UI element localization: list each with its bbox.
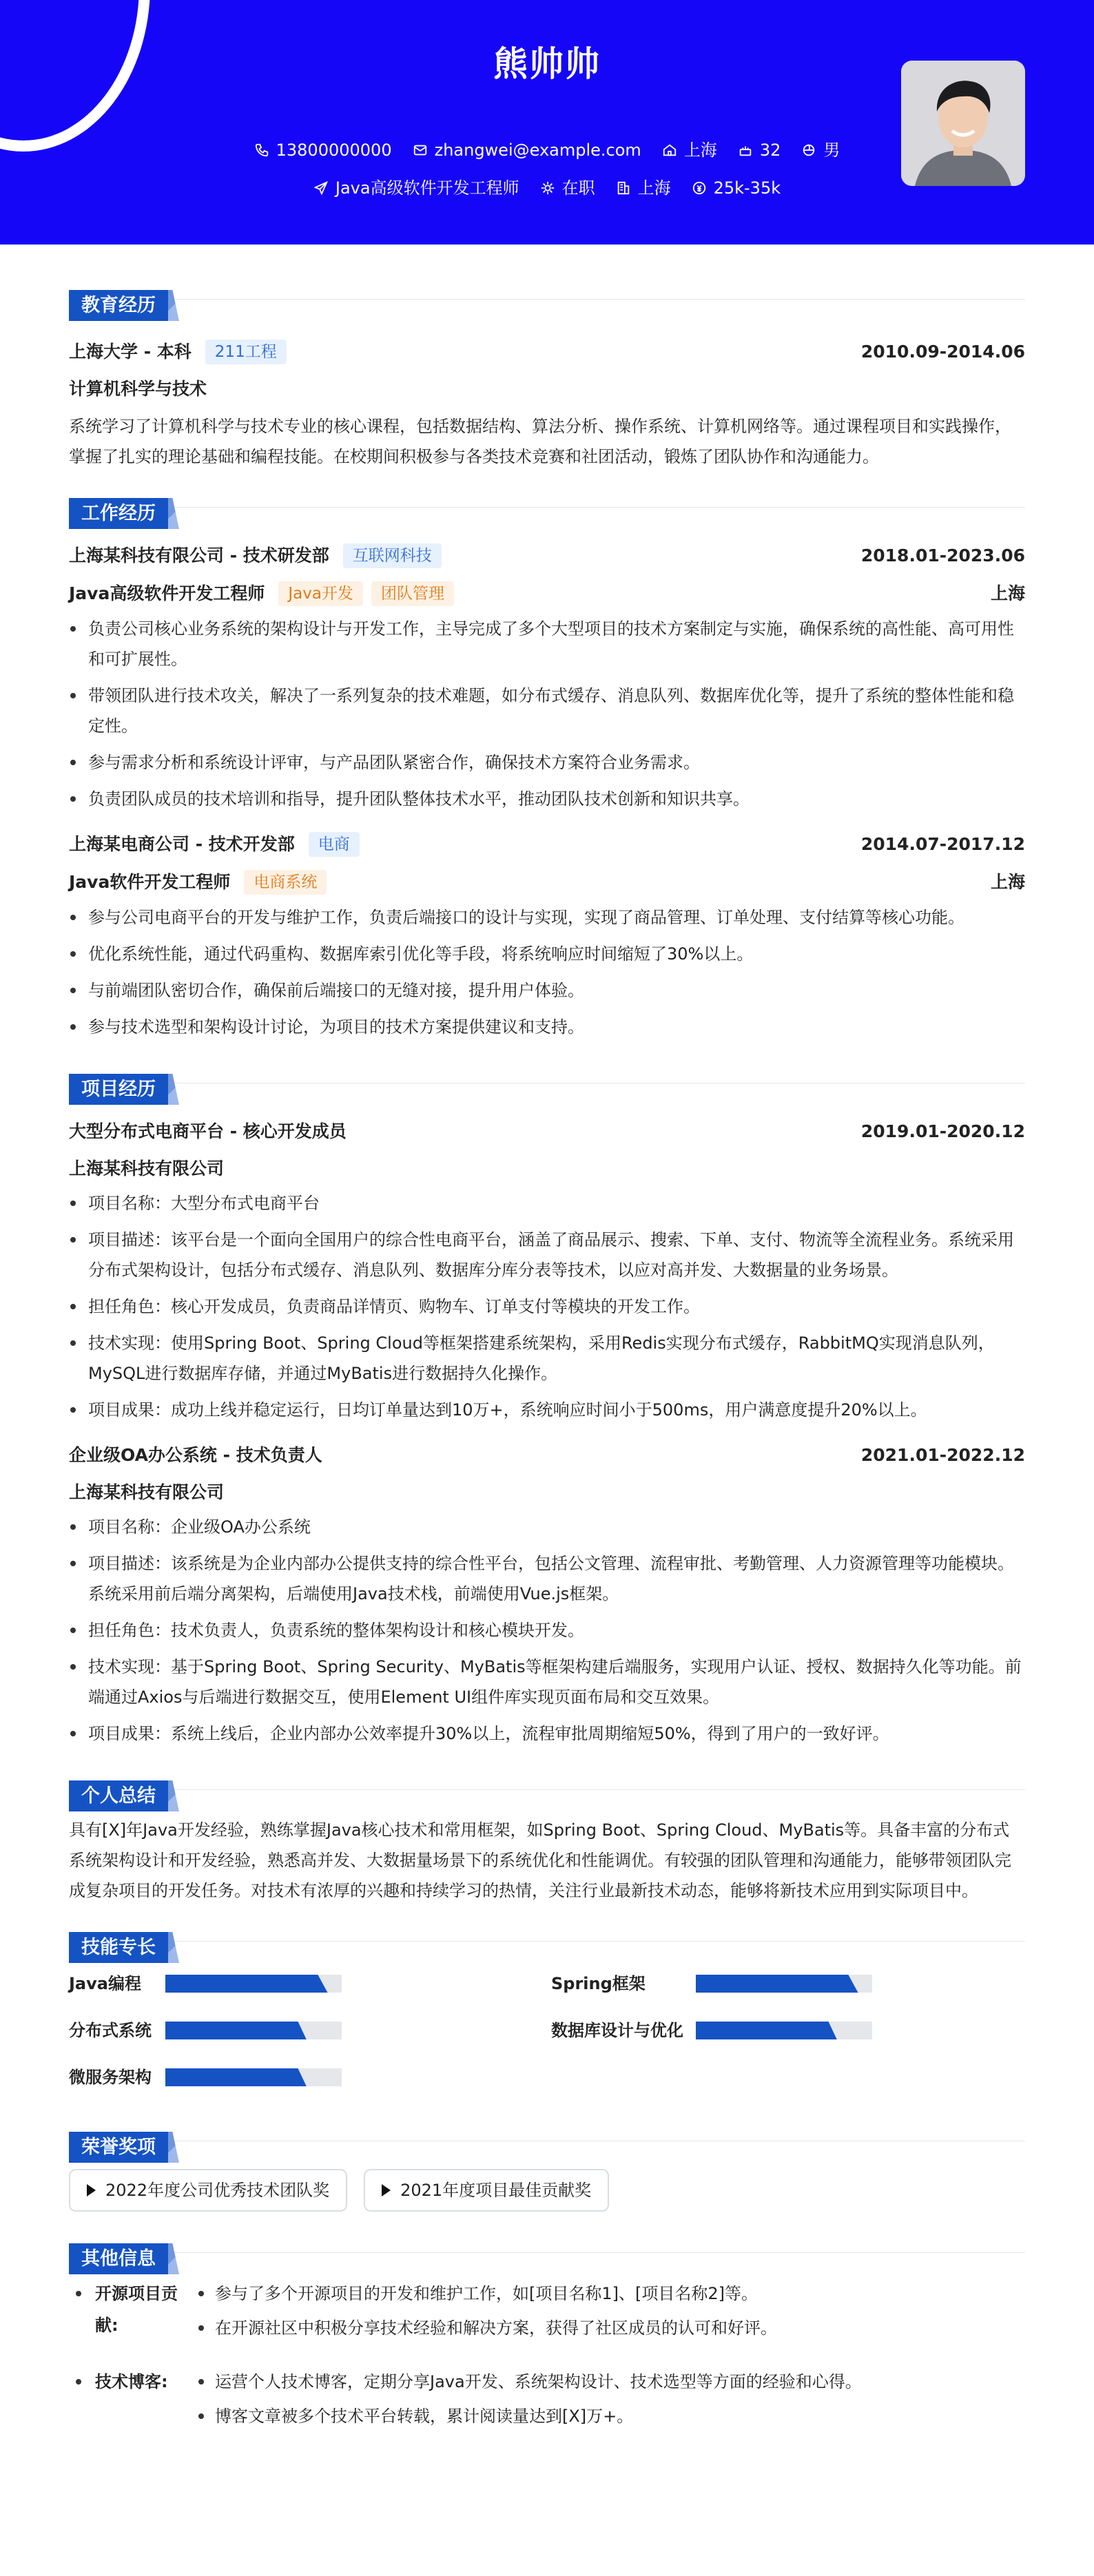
school-badge: 211工程 bbox=[205, 340, 287, 364]
list-item: 项目描述：该平台是一个面向全国用户的综合性电商平台，涵盖了商品展示、搜索、下单、支付、物流等全流程业务。系统采用分布式架构设计，包括分布式缓存、消息队列、数据库分库分表等技术，以应对高并发、大数据量的业务场景。 bbox=[69, 1225, 1025, 1285]
skill-bar bbox=[696, 2022, 872, 2039]
project-company: 上海某科技有限公司 bbox=[69, 1482, 225, 1502]
skill-item bbox=[69, 1972, 551, 1995]
honor-item bbox=[69, 2169, 347, 2212]
job-title: Java高级软件开发工程师 bbox=[335, 178, 519, 198]
school-name: 上海大学 - 本科 bbox=[69, 342, 192, 362]
section-title bbox=[69, 1907, 1025, 1958]
list-item: 与前端团队密切合作，确保前后端接口的无缝对接，提升用户体验。 bbox=[69, 975, 1025, 1006]
education-section bbox=[69, 265, 1025, 472]
list-item: 参与了多个开源项目的开发和维护工作，如[项目名称1]、[项目名称2]等。 bbox=[193, 2278, 777, 2309]
other-group-label: 技术博客: bbox=[69, 2366, 193, 2435]
skills-grid bbox=[69, 1972, 1025, 2089]
job-date: 2018.01-2023.06 bbox=[860, 546, 1025, 566]
gender-icon bbox=[801, 143, 816, 158]
other-title: 其他信息 bbox=[69, 2243, 168, 2274]
status-icon bbox=[540, 180, 555, 196]
job-title-item bbox=[313, 176, 519, 200]
skill-item bbox=[69, 2019, 551, 2042]
job-location: 上海 bbox=[990, 583, 1025, 604]
list-item: 参与公司电商平台的开发与维护工作，负责后端接口的设计与实现，实现了商品管理、订单处理、支付结算等核心功能。 bbox=[69, 902, 1025, 933]
projects-section bbox=[69, 1049, 1025, 1749]
honors-section bbox=[69, 2107, 1025, 2212]
salary-range: 25k-35k bbox=[713, 178, 781, 198]
job-entry-head bbox=[69, 538, 1025, 574]
list-item: 带领团队进行技术攻关，解决了一系列复杂的技术难题，如分布式缓存、消息队列、数据库优化等，提升了系统的整体性能和稳定性。 bbox=[69, 681, 1025, 741]
building-icon bbox=[616, 180, 631, 196]
honor-text: 2022年度公司优秀技术团队奖 bbox=[105, 2181, 330, 2200]
other-group bbox=[69, 2366, 1025, 2435]
resume-body bbox=[69, 245, 1025, 2435]
industry-badge: 电商 bbox=[309, 832, 360, 857]
project-name: 企业级OA办公系统 - 技术负责人 bbox=[69, 1445, 322, 1466]
gender-item bbox=[801, 138, 840, 163]
job-status: 在职 bbox=[561, 178, 595, 198]
skill-tag: 电商系统 bbox=[244, 870, 327, 895]
skill-item bbox=[69, 2066, 551, 2089]
other-group-label: 开源项目贡献: bbox=[69, 2278, 193, 2347]
project-bullets bbox=[69, 1188, 1025, 1425]
other-group-list bbox=[193, 2366, 862, 2435]
list-item: 项目成果：系统上线后，企业内部办公效率提升30%以上，流程审批周期缩短50%，得到了用户的一致好评。 bbox=[69, 1718, 1025, 1749]
summary-title: 个人总结 bbox=[69, 1780, 168, 1811]
honor-text: 2021年度项目最佳贡献奖 bbox=[400, 2181, 592, 2200]
section-title bbox=[69, 1756, 1025, 1807]
resume-header bbox=[0, 0, 1094, 245]
other-section bbox=[69, 2219, 1025, 2435]
list-item: 在开源社区中积极分享技术经验和解决方案，获得了社区成员的认可和好评。 bbox=[193, 2312, 777, 2344]
list-item: 优化系统性能，通过代码重构、数据库索引优化等手段，将系统响应时间缩短了30%以上。 bbox=[69, 939, 1025, 969]
section-title bbox=[69, 265, 1025, 316]
skill-bar-fill bbox=[696, 1975, 858, 1993]
job-bullets bbox=[69, 614, 1025, 814]
skill-bar-fill bbox=[696, 2022, 837, 2039]
job-role: Java高级软件开发工程师 bbox=[69, 583, 265, 604]
major: 计算机科学与技术 bbox=[69, 379, 207, 399]
triangle-icon bbox=[87, 2184, 96, 2196]
project-entry-head bbox=[69, 1114, 1025, 1150]
job-bullets bbox=[69, 902, 1025, 1042]
honors-title: 荣誉奖项 bbox=[69, 2132, 168, 2163]
other-group bbox=[69, 2278, 1025, 2347]
list-item: 担任角色：技术负责人，负责系统的整体架构设计和核心模块开发。 bbox=[69, 1615, 1025, 1645]
job-role-row bbox=[69, 574, 1025, 614]
triangle-icon bbox=[382, 2184, 391, 2196]
education-title: 教育经历 bbox=[69, 290, 168, 321]
project-bullets bbox=[69, 1512, 1025, 1749]
gender: 男 bbox=[823, 141, 840, 160]
section-title bbox=[69, 473, 1025, 524]
list-item: 项目名称：企业级OA办公系统 bbox=[69, 1512, 1025, 1542]
target-city: 上海 bbox=[637, 178, 671, 198]
list-item: 参与需求分析和系统设计评审，与产品团队紧密合作，确保技术方案符合业务需求。 bbox=[69, 747, 1025, 778]
phone-number: 13800000000 bbox=[276, 141, 392, 160]
skill-tag: 团队管理 bbox=[371, 581, 454, 606]
skill-name: 数据库设计与优化 bbox=[551, 2021, 683, 2040]
skill-name: 分布式系统 bbox=[69, 2021, 152, 2040]
hometown: 上海 bbox=[683, 141, 717, 160]
project-date: 2021.01-2022.12 bbox=[860, 1445, 1025, 1466]
hometown-item bbox=[662, 138, 717, 163]
skill-name: Spring框架 bbox=[551, 1974, 646, 1993]
job-date: 2014.07-2017.12 bbox=[860, 834, 1025, 855]
list-item: 博客文章被多个技术平台转载，累计阅读量达到[X]万+。 bbox=[193, 2400, 862, 2432]
list-item: 项目名称：大型分布式电商平台 bbox=[69, 1188, 1025, 1218]
skill-name: Java编程 bbox=[69, 1974, 141, 1993]
education-entry-head bbox=[69, 334, 1025, 370]
age-item bbox=[738, 138, 781, 163]
skill-bar-fill bbox=[165, 2022, 307, 2039]
projects-title: 项目经历 bbox=[69, 1074, 168, 1105]
skill-bar bbox=[696, 1975, 872, 1993]
list-item: 项目成果：成功上线并稳定运行，日均订单量达到10万+，系统响应时间小于500ms，用户满意度提升20%以上。 bbox=[69, 1395, 1025, 1425]
job-location: 上海 bbox=[990, 872, 1025, 893]
age-icon bbox=[738, 143, 753, 158]
work-section bbox=[69, 473, 1025, 1042]
company-name: 上海某电商公司 - 技术开发部 bbox=[69, 834, 295, 855]
education-description: 系统学习了计算机科学与技术专业的核心课程，包括数据结构、算法分析、操作系统、计算机网络等。通过课程项目和实践操作，掌握了扎实的理论基础和编程技能。在校期间积极参与各类技术竞赛和社团活动，锻炼了团队协作和沟通能力。 bbox=[69, 417, 1011, 466]
project-entry-head bbox=[69, 1437, 1025, 1473]
list-item: 负责公司核心业务系统的架构设计与开发工作，主导完成了多个大型项目的技术方案制定与实施，确保系统的高性能、高可用性和可扩展性。 bbox=[69, 614, 1025, 674]
job-role-row bbox=[69, 862, 1025, 902]
list-item: 技术实现：使用Spring Boot、Spring Cloud等框架搭建系统架构，采用Redis实现分布式缓存，RabbitMQ实现消息队列，MySQL进行数据库存储，并通过MyBatis进行数据持久化操作。 bbox=[69, 1328, 1025, 1389]
project-company: 上海某科技有限公司 bbox=[69, 1159, 225, 1178]
list-item: 技术实现：基于Spring Boot、Spring Security、MyBatis等框架构建后端服务，实现用户认证、授权、数据持久化等功能。前端通过Axios与后端进行数据交互，使用Element UI组件库实现页面布局和交互效果。 bbox=[69, 1652, 1025, 1712]
list-item: 担任角色：核心开发成员，负责商品详情页、购物车、订单支付等模块的开发工作。 bbox=[69, 1291, 1025, 1322]
status-item bbox=[540, 176, 595, 200]
industry-badge: 互联网科技 bbox=[343, 543, 442, 568]
skills-title: 技能专长 bbox=[69, 1932, 168, 1963]
mail-icon bbox=[413, 143, 428, 158]
summary-section bbox=[69, 1756, 1025, 1906]
work-title: 工作经历 bbox=[69, 498, 168, 529]
list-item: 运营个人技术博客，定期分享Java开发、系统架构设计、技术选型等方面的经验和心得。 bbox=[193, 2366, 862, 2398]
company-name: 上海某科技有限公司 - 技术研发部 bbox=[69, 546, 329, 566]
email-item bbox=[413, 138, 641, 163]
skill-tag: Java开发 bbox=[278, 581, 363, 606]
home-icon bbox=[662, 143, 677, 158]
list-item: 项目描述：该系统是为企业内部办公提供支持的综合性平台，包括公文管理、流程审批、考勤管理、人力资源管理等功能模块。系统采用前后端分离架构，后端使用Java技术栈，前端使用Vue.js框架。 bbox=[69, 1548, 1025, 1609]
skill-item bbox=[551, 2019, 1025, 2042]
summary-text: 具有[X]年Java开发经验，熟练掌握Java核心技术和常用框架，如Spring Boot、Spring Cloud、MyBatis等。具备丰富的分布式系统架构设计和开发经验，熟悉高并发、大数据量场景下的系统优化和性能调优。有较强的团队管理和沟通能力，能够带领团队完成复杂项目的开发任务。对技术有浓厚的兴趣和持续学习的热情，关注行业最新技术动态，能够将新技术应用到实际项目中。 bbox=[69, 1820, 1011, 1900]
honor-item bbox=[364, 2169, 609, 2212]
job-entry-head bbox=[69, 827, 1025, 862]
section-title bbox=[69, 2219, 1025, 2269]
job-role: Java软件开发工程师 bbox=[69, 872, 231, 893]
section-title bbox=[69, 2107, 1025, 2158]
skill-bar-fill bbox=[165, 2068, 307, 2086]
salary-item bbox=[692, 176, 781, 200]
section-title bbox=[69, 1049, 1025, 1100]
phone-icon bbox=[254, 143, 269, 158]
skill-item bbox=[551, 1972, 1025, 1995]
skill-bar bbox=[165, 2022, 342, 2039]
other-group-list bbox=[193, 2278, 777, 2347]
list-item: 负责团队成员的技术培训和指导，提升团队整体技术水平，推动团队技术创新和知识共享。 bbox=[69, 784, 1025, 814]
candidate-name: 熊帅帅 bbox=[493, 44, 601, 84]
send-icon bbox=[313, 180, 329, 196]
list-item: 参与技术选型和架构设计讨论，为项目的技术方案提供建议和支持。 bbox=[69, 1012, 1025, 1042]
phone-item bbox=[254, 138, 392, 163]
profile-photo bbox=[901, 61, 1025, 186]
project-date: 2019.01-2020.12 bbox=[860, 1121, 1025, 1142]
skill-bar bbox=[165, 2068, 342, 2086]
age: 32 bbox=[759, 141, 781, 160]
skills-section bbox=[69, 1907, 1025, 2089]
skill-bar-fill bbox=[165, 1975, 328, 1993]
city-item bbox=[616, 176, 671, 200]
education-date: 2010.09-2014.06 bbox=[860, 342, 1025, 362]
salary-icon bbox=[692, 180, 707, 196]
email-address: zhangwei@example.com bbox=[434, 141, 641, 160]
skill-bar bbox=[165, 1975, 342, 1993]
project-name: 大型分布式电商平台 - 核心开发成员 bbox=[69, 1121, 347, 1142]
skill-name: 微服务架构 bbox=[69, 2068, 152, 2087]
honors-list bbox=[69, 2169, 1025, 2212]
